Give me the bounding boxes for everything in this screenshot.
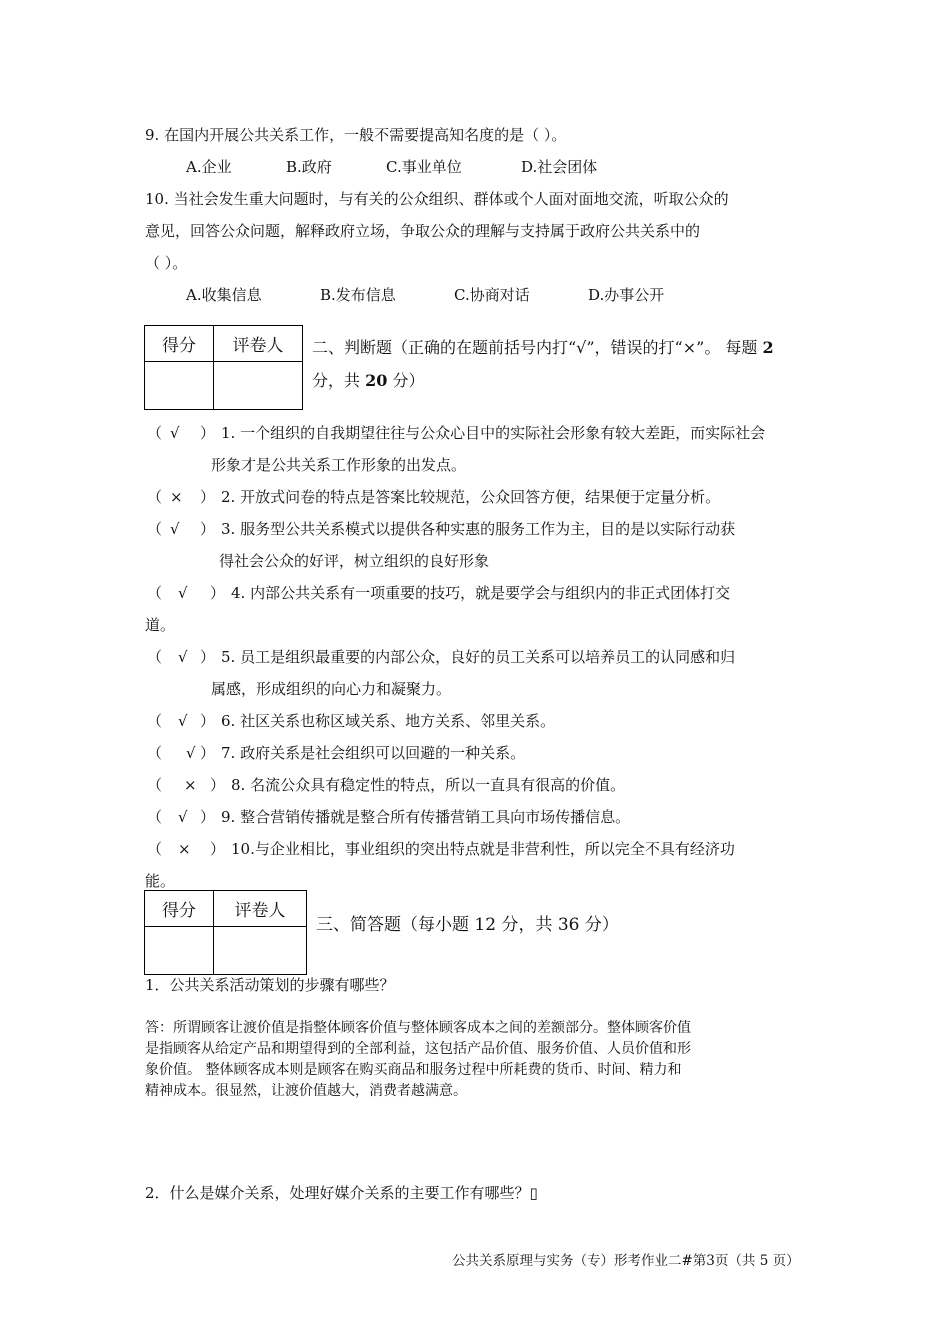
tf-question-2: 2. 开放式问卷的特点是答案比较规范，公众回答方便，结果便于定量分析。 — [221, 488, 721, 506]
score-cell[interactable] — [145, 362, 214, 410]
tf-question-3-cont: 得社会公众的好评，树立组织的良好形象 — [219, 552, 490, 570]
grader-label: 评卷人 — [214, 326, 303, 362]
section2-title: 二、判断题（正确的在题前括号内打“√”，错误的打“×”。 每题 2 — [312, 338, 774, 357]
score-cell[interactable] — [145, 927, 214, 975]
sa-question-1: 1．公共关系活动策划的步骤有哪些？ — [145, 976, 395, 994]
answer-mark[interactable]: × — [184, 776, 197, 794]
grader-label: 评卷人 — [214, 891, 307, 927]
tf-question-1: 1. 一个组织的自我期望往往与公众心目中的实际社会形象有较大差距，而实际社会 — [221, 424, 766, 442]
answer-mark[interactable]: √ — [186, 744, 196, 762]
grader-cell[interactable] — [214, 927, 307, 975]
tf-question-9: 9. 整合营销传播就是整合所有传播营销工具向市场传播信息。 — [221, 808, 631, 826]
sa-answer-1-line: 精神成本。很显然，让渡价值越大，消费者越满意。 — [145, 1083, 467, 1099]
answer-paren-close: ） — [200, 424, 216, 442]
answer-mark[interactable]: √ — [178, 712, 188, 730]
sa-answer-1-line: 象价值。 整体顾客成本则是顾客在购买商品和服务过程中所耗费的货币、时间、精力和 — [145, 1062, 682, 1078]
tf-question-5-cont: 属感，形成组织的向心力和凝聚力。 — [211, 680, 452, 698]
q10-option-d: D.办事公开 — [588, 286, 665, 304]
score-box — [144, 890, 307, 975]
page-footer: 公共关系原理与实务（专）形考作业二#第3页（共 5 页） — [452, 1253, 800, 1269]
answer-paren-close: ） — [210, 584, 226, 602]
answer-mark[interactable]: √ — [178, 584, 188, 602]
tf-question-1-cont: 形象才是公共关系工作形象的出发点。 — [211, 456, 467, 474]
answer-paren-close: ） — [210, 840, 226, 858]
answer-paren-close: ） — [200, 648, 216, 666]
q10-stem-line: 10. 当社会发生重大问题时，与有关的公众组织、群体或个人面对面地交流，听取公众的 — [145, 190, 729, 208]
q10-option-b: B.发布信息 — [320, 286, 396, 304]
sa-answer-1-line: 答：所谓顾客让渡价值是指整体顾客价值与整体顾客成本之间的差额部分。整体顾客价值 — [145, 1020, 691, 1036]
answer-paren-close: ） — [200, 744, 216, 762]
answer-paren-open: （ — [147, 520, 163, 538]
answer-paren-open: （ — [147, 584, 163, 602]
answer-paren-close: ） — [200, 488, 216, 506]
answer-mark[interactable]: × — [170, 488, 183, 506]
sa-answer-1-line: 是指顾客从给定产品和期望得到的全部利益，这包括产品价值、服务价值、人员价值和形 — [145, 1041, 691, 1057]
tf-question-4-cont: 道。 — [145, 616, 176, 634]
q10-option-a: A.收集信息 — [186, 286, 262, 304]
tf-question-10: 10.与企业相比，事业组织的突出特点就是非营利性，所以完全不具有经济功 — [231, 840, 735, 858]
sa-question-2: 2．什么是媒介关系，处理好媒介关系的主要工作有哪些？▯ — [145, 1184, 538, 1202]
tf-question-5: 5. 员工是组织最重要的内部公众，良好的员工关系可以培养员工的认同感和归 — [221, 648, 736, 666]
score-label: 得分 — [145, 891, 214, 927]
q10-stem-line: （ ）。 — [145, 254, 188, 272]
answer-paren-open: （ — [147, 488, 163, 506]
tf-question-4: 4. 内部公共关系有一项重要的技巧，就是要学会与组织内的非正式团体打交 — [231, 584, 731, 602]
answer-mark[interactable]: × — [178, 840, 191, 858]
answer-paren-close: ） — [210, 776, 226, 794]
score-box — [144, 325, 303, 410]
q10-option-c: C.协商对话 — [454, 286, 530, 304]
score-label: 得分 — [145, 326, 214, 362]
grader-cell[interactable] — [214, 362, 303, 410]
answer-paren-open: （ — [147, 840, 163, 858]
q9-stem: 9. 在国内开展公共关系工作，一般不需要提高知名度的是（ ）。 — [145, 126, 567, 144]
section3-title: 三、简答题（每小题 12 分，共 36 分） — [316, 915, 619, 935]
answer-mark[interactable]: √ — [178, 808, 188, 826]
section2-title-line2: 分，共 20 分） — [312, 371, 425, 390]
q9-option-b: B.政府 — [286, 158, 332, 176]
answer-paren-close: ） — [200, 712, 216, 730]
answer-mark[interactable]: √ — [178, 648, 188, 666]
answer-paren-open: （ — [147, 808, 163, 826]
q9-option-c: C.事业单位 — [386, 158, 462, 176]
q10-stem-line: 意见，回答公众问题，解释政府立场，争取公众的理解与支持属于政府公共关系中的 — [145, 222, 701, 240]
answer-paren-open: （ — [147, 424, 163, 442]
answer-paren-open: （ — [147, 712, 163, 730]
answer-paren-open: （ — [147, 648, 163, 666]
answer-paren-open: （ — [147, 744, 163, 762]
answer-paren-open: （ — [147, 776, 163, 794]
answer-mark[interactable]: √ — [170, 520, 180, 538]
tf-question-3: 3. 服务型公共关系模式以提供各种实惠的服务工作为主，目的是以实际行动获 — [221, 520, 736, 538]
tf-question-10-cont: 能。 — [145, 872, 176, 890]
answer-paren-close: ） — [200, 808, 216, 826]
tf-question-8: 8. 名流公众具有稳定性的特点，所以一直具有很高的价值。 — [231, 776, 626, 794]
tf-question-6: 6. 社区关系也称区域关系、地方关系、邻里关系。 — [221, 712, 556, 730]
q9-option-d: D.社会团体 — [521, 158, 598, 176]
q9-option-a: A.企业 — [186, 158, 232, 176]
answer-mark[interactable]: √ — [170, 424, 180, 442]
answer-paren-close: ） — [200, 520, 216, 538]
tf-question-7: 7. 政府关系是社会组织可以回避的一种关系。 — [221, 744, 526, 762]
